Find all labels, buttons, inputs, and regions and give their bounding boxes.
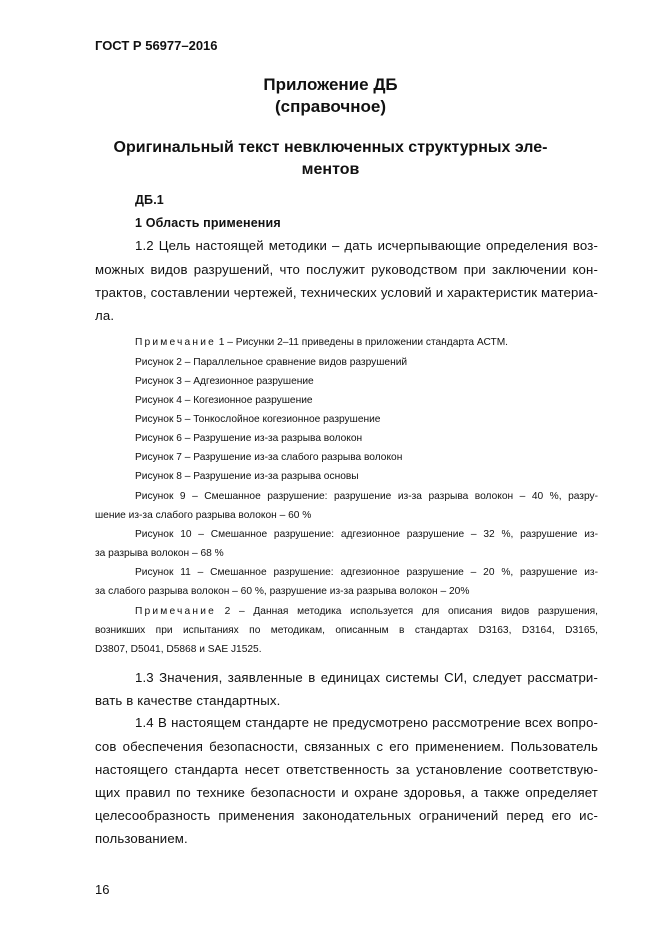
para-1-2-line: 1.2 Цель настоящей методики – дать исчерпывающие определения воз- xyxy=(135,238,598,253)
para-1-4-line: целесообразность применения законодательных ограничений перед его ис- xyxy=(95,808,598,823)
figure-caption: Рисунок 5 – Тонкослойное когезионное разрушение xyxy=(135,414,381,425)
figure-caption: Рисунок 6 – Разрушение из-за разрыва волокон xyxy=(135,433,363,444)
figure-caption: Рисунок 4 – Когезионное разрушение xyxy=(135,395,313,406)
figure-caption: Рисунок 10 – Смешанное разрушение: адгезионное разрушение – 32 %, разрушение из- xyxy=(135,529,598,540)
heading-scope: 1 Область применения xyxy=(135,216,281,230)
figure-caption: Рисунок 9 – Смешанное разрушение: разрушение из-за разрыва волокон – 40 %, разру- xyxy=(135,491,598,502)
para-1-3-line: 1.3 Значения, заявленные в единицах системы СИ, следует рассматри- xyxy=(135,670,598,685)
para-1-2-line: трактов, составлении чертежей, технических условий и характеристик материа- xyxy=(95,285,598,300)
figure-caption-cont: за слабого разрыва волокон – 60 %, разрушение из-за разрыва волокон – 20% xyxy=(95,586,470,597)
figure-caption: Рисунок 3 – Адгезионное разрушение xyxy=(135,376,314,387)
note-text: 2 – Данная методика используется для описания видов разрушения, xyxy=(215,606,598,617)
para-1-4-line: щих правил по технике безопасности и охране здоровья, а также определяет xyxy=(95,785,598,800)
figure-caption-cont: за разрыва волокон – 68 % xyxy=(95,548,224,559)
figure-caption: Рисунок 11 – Смешанное разрушение: адгезионное разрушение – 20 %, разрушение из- xyxy=(135,567,598,578)
note-text: 1 – Рисунки 2–11 приведены в приложении стандарта АСТМ. xyxy=(215,337,509,348)
note-label: Примечание xyxy=(135,337,216,348)
note-2-line: возникших при испытаниях по методикам, описанным в стандартах D3163, D3164, D3165, xyxy=(95,625,598,636)
para-1-2-line: можных видов разрушений, что послужит руководством при заключении кон- xyxy=(95,262,598,277)
section-title-line2: ментов xyxy=(301,161,360,178)
para-1-4-line: настоящего стандарта несет ответственность за установление соответствую- xyxy=(95,762,598,777)
figure-caption: Рисунок 8 – Разрушение из-за разрыва основы xyxy=(135,471,359,482)
para-1-4-line: 1.4 В настоящем стандарте не предусмотрено рассмотрение всех вопро- xyxy=(135,715,598,730)
para-1-3-line: вать в качестве стандартных. xyxy=(95,693,281,708)
heading-db1: ДБ.1 xyxy=(135,193,164,207)
para-1-2-line: ла. xyxy=(95,308,115,323)
note-label: Примечание xyxy=(135,606,216,617)
note-2-line: D3807, D5041, D5868 и SAE J1525. xyxy=(95,644,262,655)
appendix-subtitle: (справочное) xyxy=(274,97,387,116)
section-title-line1: Оригинальный текст невключенных структурных эле- xyxy=(113,139,548,156)
figure-caption: Рисунок 2 – Параллельное сравнение видов разрушений xyxy=(135,357,408,368)
figure-caption: Рисунок 7 – Разрушение из-за слабого разрыва волокон xyxy=(135,452,403,463)
note-1 xyxy=(135,336,598,349)
document-header: ГОСТ Р 56977–2016 xyxy=(95,38,218,53)
para-1-4-line: пользованием. xyxy=(95,831,188,846)
figure-caption-cont: шение из-за слабого разрыва волокон – 60 % xyxy=(95,510,312,521)
page-number: 16 xyxy=(95,882,110,897)
appendix-title: Приложение ДБ xyxy=(263,75,398,94)
para-1-4-line: сов обеспечения безопасности, связанных с его применением. Пользователь xyxy=(95,739,598,754)
note-2 xyxy=(135,605,598,618)
